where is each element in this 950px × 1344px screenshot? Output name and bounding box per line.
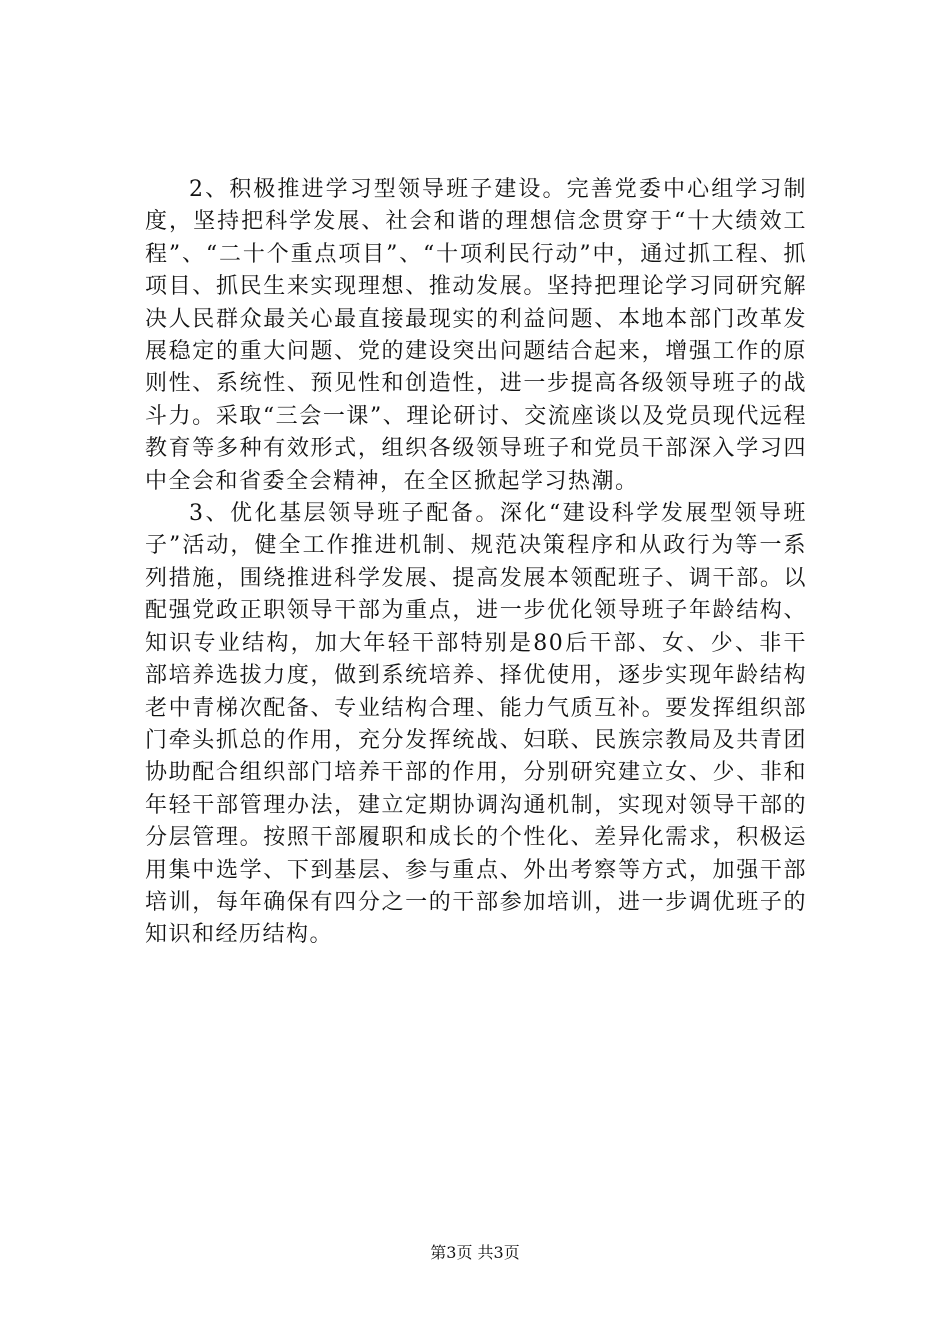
paragraph-3-optimize-leadership: 3、优化基层领导班子配备。深化“建设科学发展型领导班子”活动，健全工作推进机制、规范决策程序和从政行为等一系列措施，围绕推进科学发展、提高发展本领配班子、调干部。以配强党政正职领导干部为重点，进一步优化领导班子年龄结构、知识专业结构，加大年轻干部特别是80后干部、女、少、非干部培养选拔力度，做到系统培养、择优使用，逐步实现年龄结构老中青梯次配备、专业结构合理、能力气质互补。要发挥组织部门牵头抓总的作用，充分发挥统战、妇联、民族宗教局及共青团协助配合组织部门培养干部的作用，分别研究建立女、少、非和年轻干部管理办法，建立定期协调沟通机制，实现对领导干部的分层管理。按照干部履职和成长的个性化、差异化需求，积极运用集中选学、下到基层、参与重点、外出考察等方式，加强干部培训，每年确保有四分之一的干部参加培训，进一步调优班子的知识和经历结构。 [145, 501, 807, 948]
page-footer: 第3页 共3页 [430, 1243, 520, 1262]
document-body [145, 174, 807, 952]
paragraph-2-learning-leadership: 2、积极推进学习型领导班子建设。完善党委中心组学习制度，坚持把科学发展、社会和谐的理想信念贯穿于“十大绩效工程”、“二十个重点项目”、“十项利民行动”中，通过抓工程、抓项目、抓民生来实现理想、推动发展。坚持把理论学习同研究解决人民群众最关心最直接最现实的利益问题、本地本部门改革发展稳定的重大问题、党的建设突出问题结合起来，增强工作的原则性、系统性、预见性和创造性，进一步提高各级领导班子的战斗力。采取“三会一课”、理论研讨、交流座谈以及党员现代远程教育等多种有效形式，组织各级领导班子和党员干部深入学习四中全会和省委全会精神，在全区掀起学习热潮。 [145, 177, 807, 494]
